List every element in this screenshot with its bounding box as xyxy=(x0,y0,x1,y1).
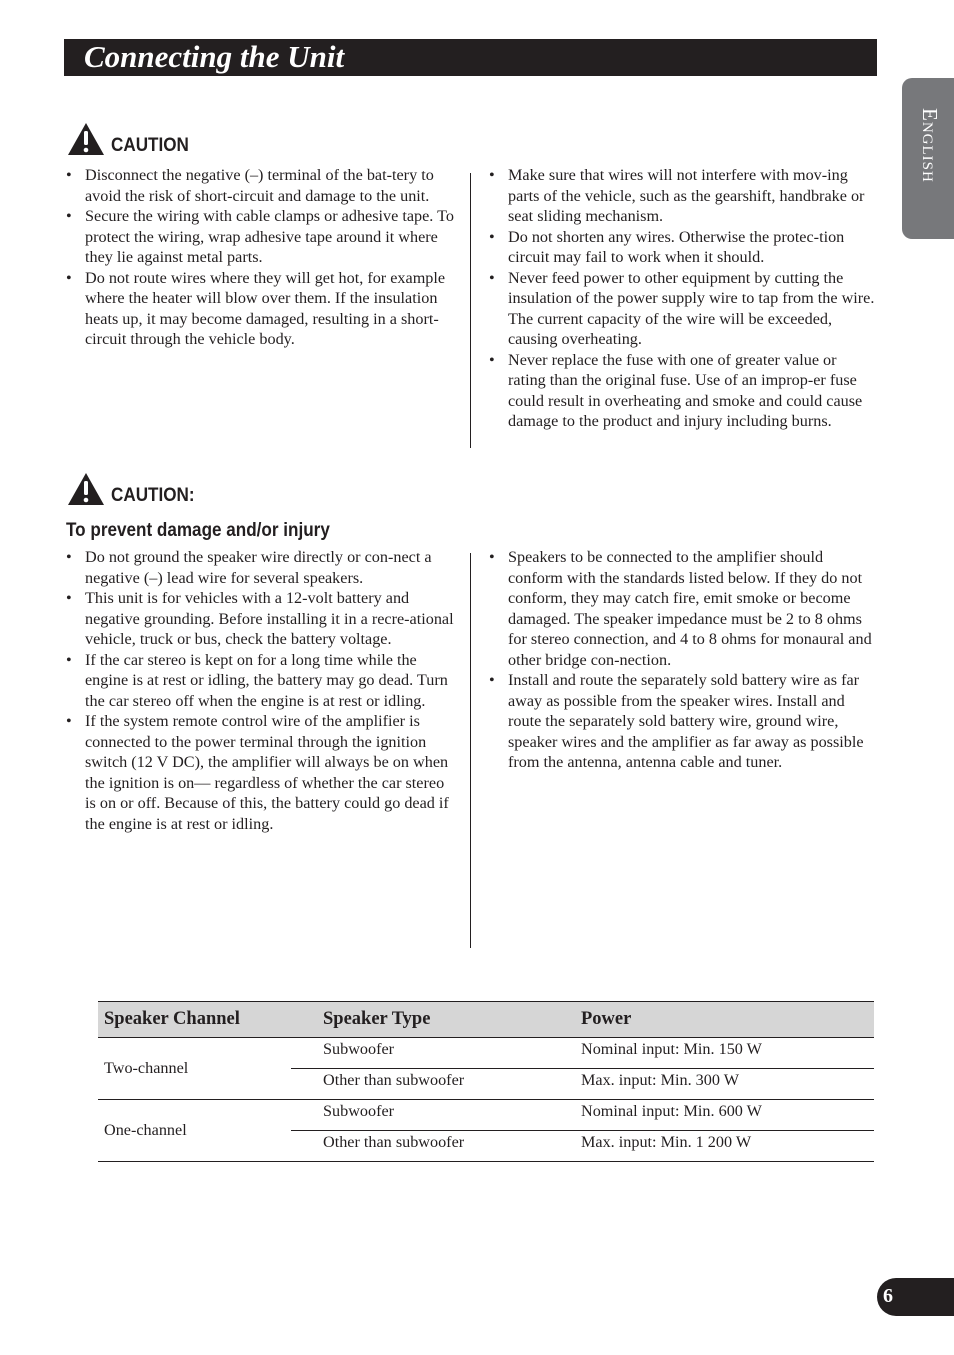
list-item: • Disconnect the negative (–) terminal of the bat-tery to avoid the risk of short-circuit and damage to the unit. xyxy=(66,165,456,206)
list-item: • Never replace the fuse with one of greater value or rating than the original fuse. Use of an improp-er fuse could result in overheating and smoke and could cause damage to the product and injury including burns. xyxy=(489,350,877,432)
caution-list-left-2 xyxy=(66,547,456,834)
caution-list-left-1 xyxy=(66,165,456,350)
list-item: • Do not route wires where they will get hot, for example where the heater will blow over them. If the insulation heats up, it may become damaged, resulting in a short-circuit through the vehicle body. xyxy=(66,268,456,350)
list-item: • If the car stereo is kept on for a long time while the engine is at rest or idling, the battery may go dead. Turn the car stereo off when the engine is at rest or idling. xyxy=(66,650,456,712)
section-subheading: To prevent damage and/or injury xyxy=(66,520,330,541)
power-cell: Nominal input: Min. 150 W xyxy=(550,1038,874,1069)
channel-cell: Two-channel xyxy=(98,1038,291,1100)
list-item: • Install and route the separately sold battery wire as far away as possible from the speaker wires. Install and route the separately sold battery wire, ground wire, speaker wires and the amplifier as far away as possible from the antenna, antenna cable and tuner. xyxy=(489,670,877,773)
table-header-cell: Speaker Channel xyxy=(98,1002,291,1038)
power-cell: Max. input: Min. 1 200 W xyxy=(550,1131,874,1162)
power-cell: Max. input: Min. 300 W xyxy=(550,1069,874,1100)
table-row xyxy=(98,1100,874,1131)
table-row xyxy=(98,1038,874,1069)
title-bar xyxy=(64,39,877,76)
column-divider-1 xyxy=(470,173,471,448)
speaker-spec-table xyxy=(98,1001,874,1162)
list-item: • Do not shorten any wires. Otherwise the protec-tion circuit may fail to work when it should. xyxy=(489,227,877,268)
caution-list-right-2 xyxy=(489,547,877,773)
table-header-row xyxy=(98,1002,874,1038)
list-item: • Make sure that wires will not interfere with mov-ing parts of the vehicle, such as the gearshift, handbrake or seat sliding mechanism. xyxy=(489,165,877,227)
channel-cell: One-channel xyxy=(98,1100,291,1162)
warning-icon xyxy=(67,472,105,506)
caution-heading-1 xyxy=(67,122,198,156)
page-number: 6 xyxy=(883,1285,893,1307)
language-tab xyxy=(902,78,954,239)
list-item: • Never feed power to other equipment by cutting the insulation of the power supply wire to tap from the wire. The current capacity of the wire will be exceeded, causing overheating. xyxy=(489,268,877,350)
caution-label-1: CAUTION xyxy=(111,135,189,156)
list-item: • If the system remote control wire of the amplifier is connected to the power terminal through the ignition switch (12 V DC), the amplifier will always be on when the ignition is on— regardless of whether the car stereo is on or off. Because of this, the battery could go dead if the engine is at rest or idling. xyxy=(66,711,456,834)
table-header-cell: Power xyxy=(550,1002,874,1038)
power-cell: Nominal input: Min. 600 W xyxy=(550,1100,874,1131)
caution-heading-2 xyxy=(67,472,204,506)
warning-icon xyxy=(67,122,105,156)
list-item: • Secure the wiring with cable clamps or adhesive tape. To protect the wiring, wrap adhesive tape around it where they lie against metal parts. xyxy=(66,206,456,268)
table-header-cell: Speaker Type xyxy=(291,1002,550,1038)
language-label: English xyxy=(918,108,942,183)
list-item: • Do not ground the speaker wire directly or con-nect a negative (–) lead wire for several speakers. xyxy=(66,547,456,588)
caution-list-right-1 xyxy=(489,165,877,432)
column-divider-2 xyxy=(470,553,471,948)
type-cell: Other than subwoofer xyxy=(291,1069,550,1100)
list-item: • Speakers to be connected to the amplifier should conform with the standards listed below. If they do not conform, they may catch fire, emit smoke or become damaged. The speaker impedance must be 2 to 8 ohms for stereo connection, and 4 to 8 ohms for monaural and other bridge con-nection. xyxy=(489,547,877,670)
list-item: • This unit is for vehicles with a 12-volt battery and negative grounding. Before installing it in a recre-ational vehicle, truck or bus, check the battery voltage. xyxy=(66,588,456,650)
caution-label-2: CAUTION: xyxy=(111,485,195,506)
page-title: Connecting the Unit xyxy=(84,39,345,74)
type-cell: Subwoofer xyxy=(291,1100,550,1131)
type-cell: Subwoofer xyxy=(291,1038,550,1069)
page-number-tab xyxy=(877,1278,954,1316)
type-cell: Other than subwoofer xyxy=(291,1131,550,1162)
